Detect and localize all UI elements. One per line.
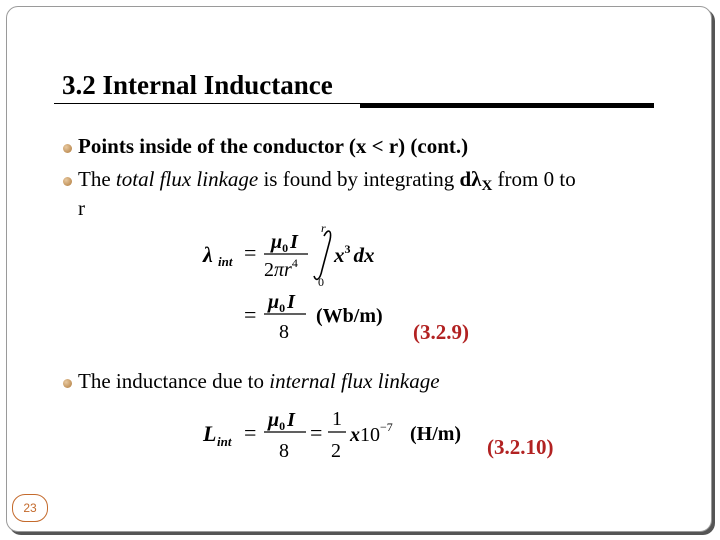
- eq2-den: 8: [279, 440, 289, 462]
- eq1-lhs-sub: int: [218, 254, 233, 269]
- eq1-integral-upper: r: [321, 221, 326, 235]
- eq2-half-den: 2: [331, 440, 341, 462]
- bullet-icon: [62, 375, 75, 388]
- eq1-fraction: [264, 231, 308, 281]
- eq1-lhs: λ: [203, 242, 213, 267]
- svg-text:μ0I: $\mu_0$ I: [268, 291, 295, 315]
- equation-number-3-2-10: (3.2.10): [487, 435, 554, 459]
- eq2-half-num: 1: [332, 408, 342, 430]
- page-number-badge: 23: [12, 494, 48, 522]
- svg-text:=: =: [244, 302, 257, 327]
- bullet-internal-inductance: The inductance due to internal flux linkage: [62, 369, 440, 394]
- slide-title: 3.2 Internal Inductance: [62, 70, 333, 100]
- eq1-result-den: 8: [279, 321, 289, 343]
- eq1-integral-lower: 0: [318, 275, 324, 289]
- svg-text:μ0I: $\mu_0$ I: [271, 231, 298, 255]
- bullet-points-inside: Points inside of the conductor (x < r) (cont.): [62, 134, 468, 159]
- svg-text:=: =: [310, 420, 323, 445]
- equation-flux-result: [244, 291, 383, 343]
- eq1-equals: =: [244, 240, 257, 265]
- eq2-lhs: L: [203, 421, 217, 446]
- equation-internal-inductance: [202, 408, 461, 462]
- equation-flux-linkage: [202, 221, 375, 289]
- integral-icon: [314, 231, 331, 279]
- eq1-integrand: $x^3$ dx: [334, 242, 375, 267]
- equation-number-3-2-9: (3.2.9): [413, 320, 469, 344]
- svg-text:2πr4: $2\pi r^4$: [264, 256, 298, 281]
- svg-text:x10−7: $x10^{-7}$: [350, 420, 393, 446]
- svg-text:=: =: [244, 420, 257, 445]
- svg-text:μ0I: $\mu_0$ I: [268, 409, 295, 433]
- bullet-continuation: r: [78, 196, 85, 220]
- eq1-unit: (Wb/m): [316, 305, 383, 327]
- bullet-total-flux-linkage: The total flux linkage is found by integrating dλX from 0 to: [62, 167, 576, 195]
- eq2-lhs-sub: int: [217, 434, 232, 449]
- eq2-unit: (H/m): [410, 423, 462, 445]
